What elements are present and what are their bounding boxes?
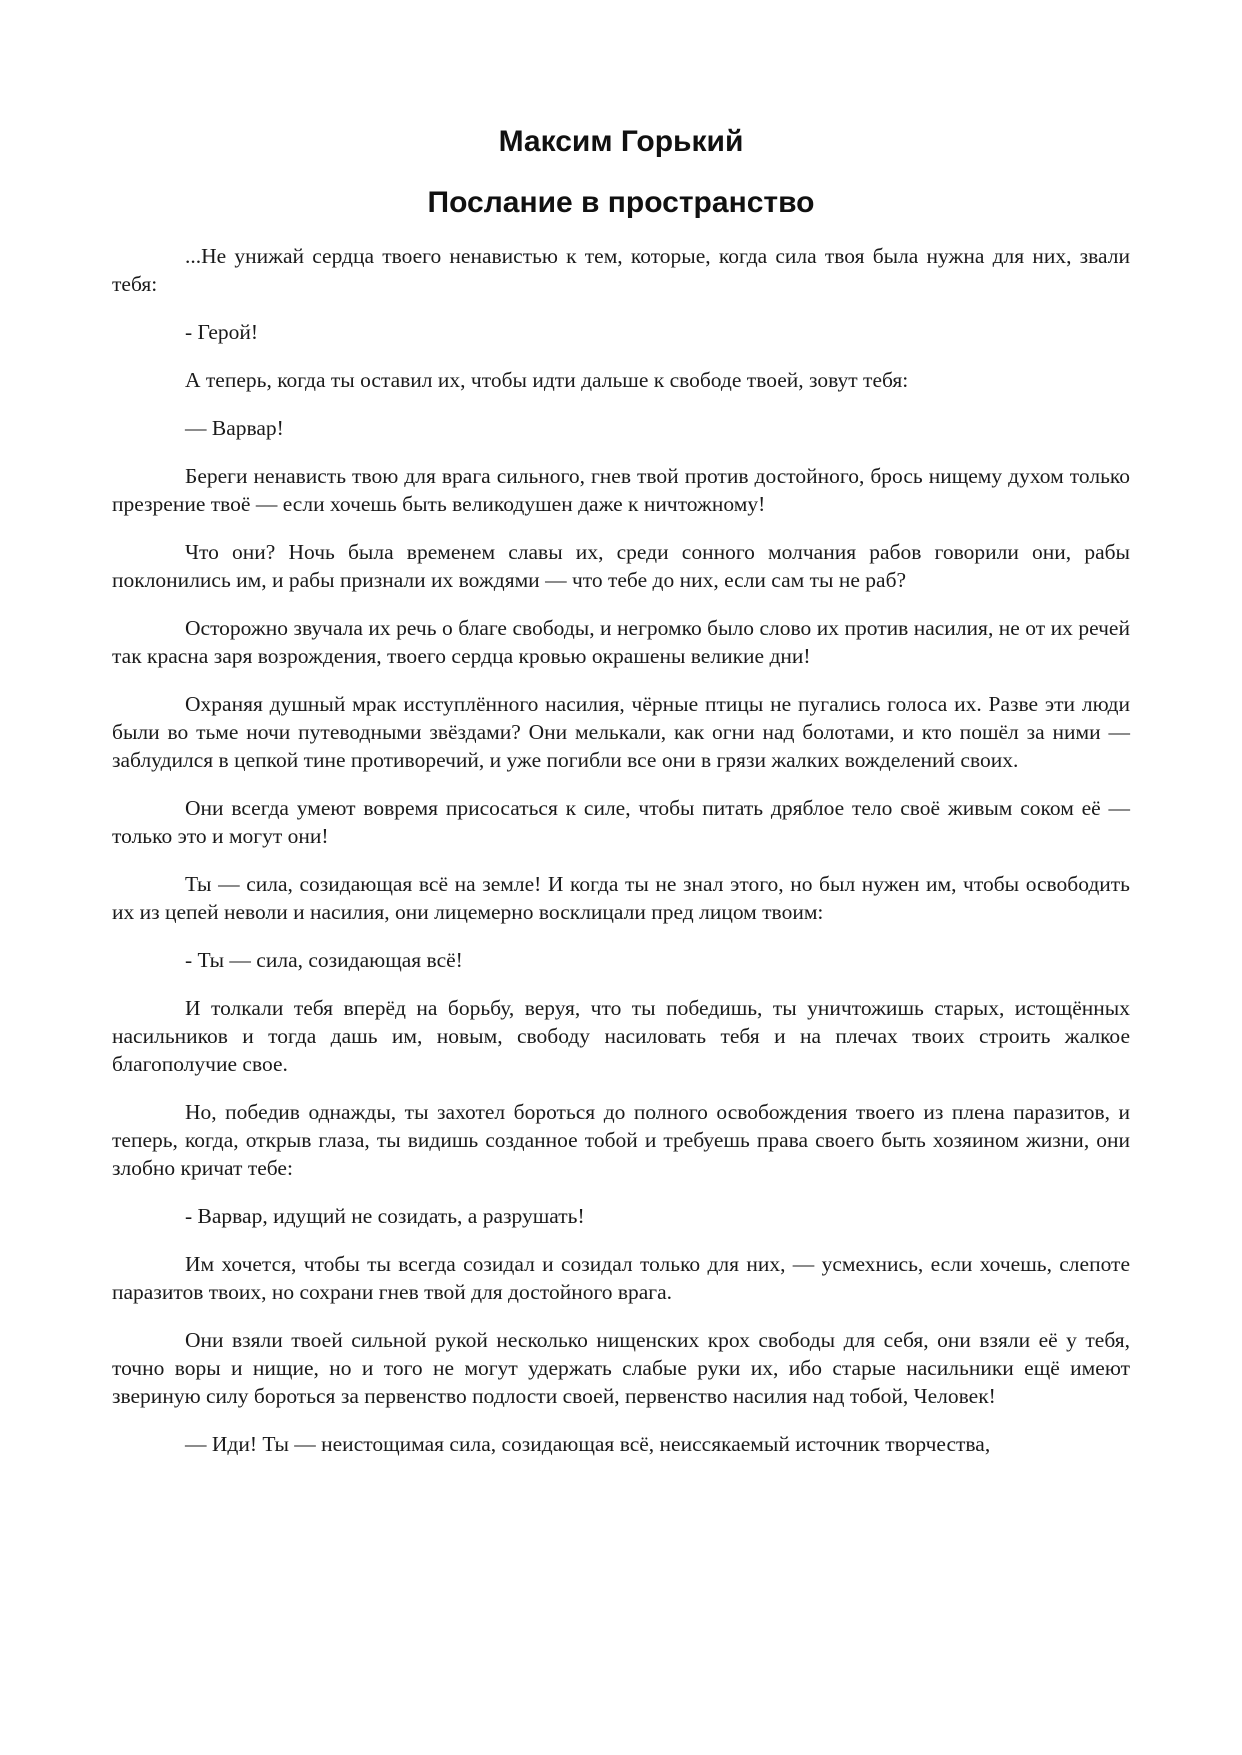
paragraph: — Варвар! <box>185 416 284 440</box>
paragraph: ...Не унижай сердца твоего ненавистью к тем, которые, когда сила твоя была нужна для них, звали тебя: <box>112 244 1130 296</box>
paragraph: Но, победив однажды, ты захотел бороться до полного освобождения твоего из плена паразитов, и теперь, когда, открыв глаза, ты видишь созданное тобой и требуешь права своего быть хозяином жизни, они злобно кричат тебе: <box>112 1100 1130 1180</box>
body-text <box>112 242 1130 1458</box>
paragraph: Охраняя душный мрак исступлённого насилия, чёрные птицы не пугались голоса их. Разве эти люди были во тьме ночи путеводными звёздами? Они мелькали, как огни над болотами, и кто пошёл за ними — заблудился в цепкой тине противоречий, и уже погибли все они в грязи жалких вожделений своих. <box>112 692 1130 772</box>
author-heading: Максим Горький <box>498 125 744 158</box>
paragraph: - Варвар, идущий не созидать, а разрушать! <box>185 1204 585 1228</box>
paragraph: — Иди! Ты — неистощимая сила, созидающая всё, неиссякаемый источник творчества, <box>185 1432 991 1456</box>
paragraph: Ты — сила, созидающая всё на земле! И когда ты не знал этого, но был нужен им, чтобы освободить их из цепей неволи и насилия, они лицемерно восклицали пред лицом твоим: <box>112 872 1130 924</box>
paragraph: И толкали тебя вперёд на борьбу, веруя, что ты победишь, ты уничтожишь старых, истощённых насильников и тогда дашь им, новым, свободу насиловать тебя и на плечах твоих строить жалкое благополучие свое. <box>112 996 1130 1076</box>
paragraph: - Ты — сила, созидающая всё! <box>185 948 463 972</box>
title-heading: Послание в пространство <box>427 186 815 219</box>
paragraph: Они взяли твоей сильной рукой несколько нищенских крох свободы для себя, они взяли её у тебя, точно воры и нищие, но и того не могут удержать слабые руки их, ибо старые насильники ещё имеют звериную силу бороться за первенство подлости своей, первенство насилия над тобой, Человек! <box>112 1328 1130 1408</box>
paragraph: Осторожно звучала их речь о благе свободы, и негромко было слово их против насилия, не от их речей так красна заря возрождения, твоего сердца кровью окрашены великие дни! <box>112 616 1130 668</box>
paragraph: Береги ненависть твою для врага сильного, гнев твой против достойного, брось нищему духом только презрение твоё — если хочешь быть великодушен даже к ничтожному! <box>112 464 1130 516</box>
paragraph: Что они? Ночь была временем славы их, среди сонного молчания рабов говорили они, рабы поклонились им, и рабы признали их вождями — что тебе до них, если сам ты не раб? <box>112 540 1130 592</box>
paragraph: А теперь, когда ты оставил их, чтобы идти дальше к свободе твоей, зовут тебя: <box>185 368 909 392</box>
paragraph: Им хочется, чтобы ты всегда созидал и созидал только для них, — усмехнись, если хочешь, слепоте паразитов твоих, но сохрани гнев твой для достойного врага. <box>112 1252 1130 1304</box>
paragraph: - Герой! <box>185 320 259 344</box>
paragraph: Они всегда умеют вовремя присосаться к силе, чтобы питать дряблое тело своё живым соком её — только это и могут они! <box>112 796 1130 848</box>
